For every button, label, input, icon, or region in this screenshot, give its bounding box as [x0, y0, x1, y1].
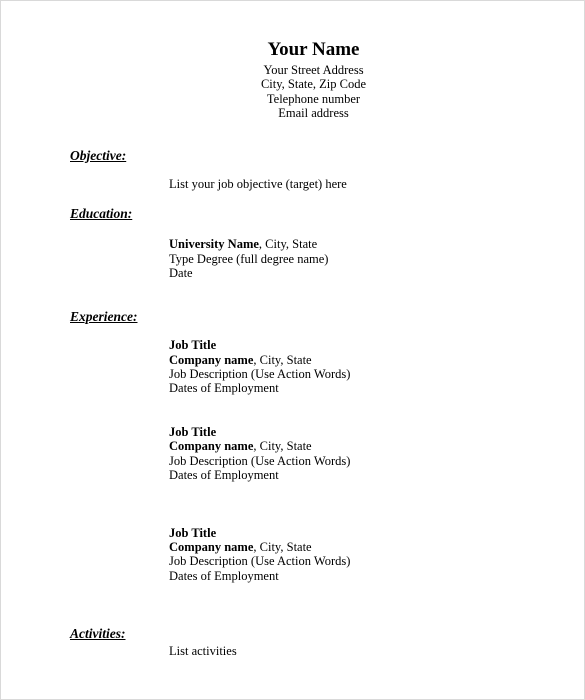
city-state-zip: City, State, Zip Code [260, 77, 367, 91]
company-name: Company name [169, 540, 254, 554]
employment-dates: Dates of Employment [169, 468, 279, 482]
job-description: Job Description (Use Action Words) [169, 454, 351, 468]
company-line [169, 353, 312, 368]
company-location: , City, State [253, 540, 312, 554]
education-university [169, 237, 317, 252]
university-location: , City, State [258, 237, 318, 251]
objective-heading: Objective: [70, 148, 127, 163]
street-address: Your Street Address [263, 63, 364, 77]
experience-heading: Experience: [70, 309, 138, 324]
email-address: Email address [278, 106, 349, 120]
employment-dates: Dates of Employment [169, 569, 279, 583]
job-title: Job Title [169, 338, 217, 352]
job-title: Job Title [169, 425, 217, 439]
company-line [169, 439, 312, 454]
objective-text: List your job objective (target) here [169, 177, 347, 191]
activities-text: List activities [169, 644, 237, 658]
company-location: , City, State [253, 439, 312, 453]
telephone-number: Telephone number [266, 92, 361, 106]
activities-heading: Activities: [70, 626, 126, 641]
employment-dates: Dates of Employment [169, 381, 279, 395]
university-name: University Name [169, 237, 259, 251]
company-location: , City, State [253, 353, 312, 367]
resume-name: Your Name [267, 39, 360, 60]
job-description: Job Description (Use Action Words) [169, 367, 351, 381]
job-description: Job Description (Use Action Words) [169, 554, 351, 568]
company-name: Company name [169, 439, 254, 453]
education-heading: Education: [70, 206, 133, 221]
education-date: Date [169, 266, 193, 280]
job-title: Job Title [169, 526, 217, 540]
education-degree: Type Degree (full degree name) [169, 252, 329, 266]
company-line [169, 540, 312, 555]
company-name: Company name [169, 353, 254, 367]
